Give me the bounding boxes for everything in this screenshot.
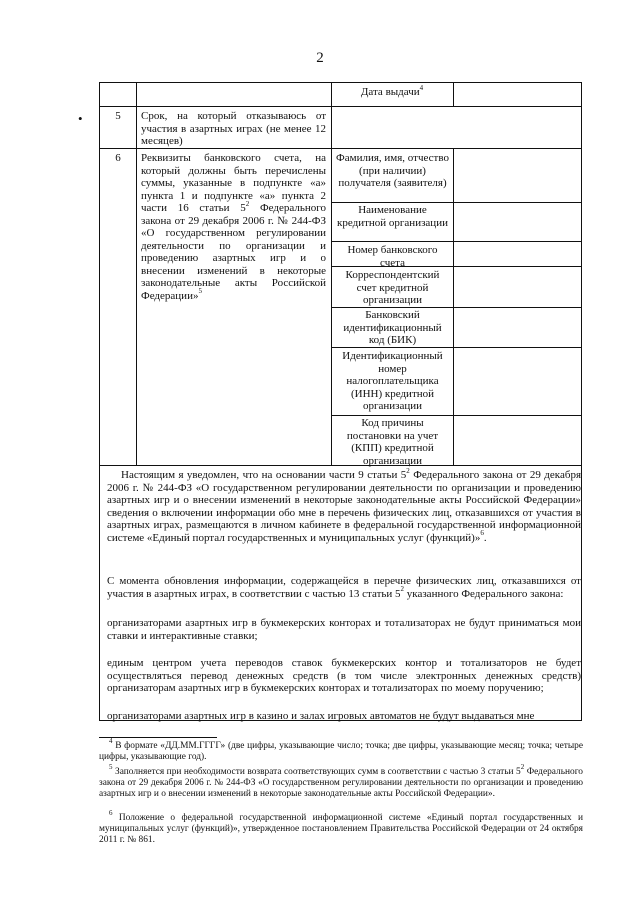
field-bank-name: Наименование кредитной организации	[337, 204, 448, 229]
table-rule	[581, 82, 582, 720]
field-kpp: Код причины постановки на учет (КПП) кредитной организации	[346, 417, 439, 467]
table-rule	[99, 82, 582, 83]
footnote-ref-5: 5	[198, 287, 202, 296]
table-rule	[99, 106, 582, 107]
field-correspondent-account: Корреспондентский счет кредитной организации	[345, 269, 440, 306]
footnote-number: 5	[109, 763, 113, 772]
footnote-6-text: Положение о федеральной государственной информационной системе «Единый портал государственных и муниципальных услуг (функций)», утвержденное постановлением Правительства Российской Федерации от 24 октября 2011 г. № 861.	[99, 813, 583, 845]
table-rule	[99, 148, 582, 149]
bank-details-description	[141, 152, 326, 302]
bank-details-text-b: Федерального закона от 29 декабря 2006 г. № 244-ФЗ «О государственном регулировании деятельности по организации и проведению азартных игр и о внесении изменений в некоторые законодательные акты Российской Федерации»	[141, 202, 326, 302]
notice-paragraph-4: единым центром учета переводов ставок букмекерских контор и тотализаторов не будет осуществляться перевод денежных средств (в том числе электронных денежных средств) организаторам азартных игр в букмекерских конторах и тотализаторах по моему поручению;	[107, 657, 581, 694]
footnote-4	[99, 737, 583, 763]
notice-p1-text-b: Федерального закона от 29 декабря 2006 г. № 244-ФЗ «О государственном регулировании деятельности по организации и проведению азартных игр и о внесении изменений в некоторые законодательные акты Российской Федерации» сведения о включении информации обо мне в перечень физических лиц, отказавшихся от участия в азартных играх, размещаются в личном кабинете в федеральной государственной информационной системе «Единый портал государственных и муниципальных услуг (функций)»	[107, 469, 582, 544]
superscript: 2	[245, 199, 250, 208]
footnote-ref-4: 4	[419, 83, 424, 92]
table-rule	[331, 202, 582, 203]
field-recipient-name: Фамилия, имя, отчество (при наличии) получателя (заявителя)	[336, 152, 449, 189]
superscript: 2	[400, 585, 405, 594]
field-account-number: Номер банковского счета	[347, 244, 438, 269]
footnote-number: 4	[109, 737, 113, 746]
notice-paragraph-3: организаторами азартных игр в букмекерских конторах и тотализаторах не будут приниматься мои ставки и интерактивные ставки;	[107, 617, 581, 642]
superscript: 2	[406, 466, 410, 475]
issue-date-label	[334, 83, 450, 99]
table-rule	[453, 82, 454, 106]
margin-bullet: •	[78, 111, 83, 126]
row-number-5: 5	[115, 110, 121, 122]
issue-date-text: Дата выдачи	[360, 86, 420, 98]
bank-details-text-a: Реквизиты банковского счета, на который должны быть перечислены суммы, указанные в подпункте «а» пункта 1 и подпункте «а» пункта 2 части 16 статьи 5	[141, 152, 326, 214]
table-rule	[99, 82, 100, 720]
notice-p2-text-b: указанного Федерального закона:	[404, 587, 564, 600]
superscript: 2	[520, 763, 525, 772]
table-rule	[331, 347, 582, 348]
table-rule	[136, 82, 137, 465]
notice-p1-text-a: Настоящим я уведомлен, что на основании части 9 статьи 5	[121, 469, 407, 481]
footnote-ref-6: 6	[480, 529, 484, 538]
notice-paragraph-1	[107, 466, 582, 544]
table-rule	[331, 307, 582, 308]
notice-paragraph-5: организаторами азартных игр в казино и залах игровых автоматов не будут выдаваться мне	[107, 710, 535, 722]
footnote-6	[99, 809, 583, 846]
table-rule	[331, 415, 582, 416]
field-bik: Банковский идентификационный код (БИК)	[343, 309, 442, 346]
table-rule	[453, 148, 454, 465]
footnote-5	[99, 763, 583, 800]
table-rule	[331, 82, 332, 465]
notice-p1-end: .	[483, 531, 487, 544]
footnote-5-text-a: Заполняется при необходимости возврата соответствующих сумм в соответствии с частью 3 статьи 5	[112, 767, 521, 777]
term-description: Срок, на который отказываюсь от участия в азартных играх (не менее 12 месяцев)	[141, 110, 326, 147]
footnote-4-text: В формате «ДД.ММ.ГГГГ» (две цифры, указывающие число; точка; две цифры, указывающие месяц; точка; четыре цифры, указывающие год).	[99, 741, 583, 762]
field-inn: Идентификационный номер налогоплательщика (ИНН) кредитной организации	[342, 350, 443, 412]
footnote-separator	[99, 737, 217, 738]
table-rule	[331, 241, 582, 242]
footnote-number: 6	[109, 809, 113, 818]
row-number-6: 6	[115, 152, 121, 164]
footnote-5-text-b: Федерального закона от 29 декабря 2006 г. № 244-ФЗ «О государственном регулировании деятельности по организации и проведению азартных игр и о внесении изменений в некоторые законодательные акты Российской Федерации».	[99, 767, 583, 799]
notice-paragraph-2	[107, 575, 581, 600]
notice-p2-text-a: С момента обновления информации, содержащейся в перечне физических лиц, отказавшихся от участия в азартных играх, в соответствии с частью 13 статьи 5	[107, 575, 581, 600]
page-number: 2	[316, 50, 324, 66]
